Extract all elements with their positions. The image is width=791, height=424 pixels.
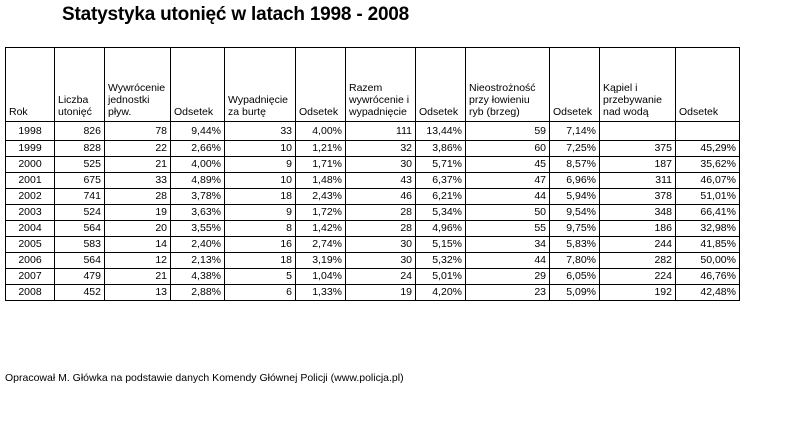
table-cell: 3,63%	[171, 205, 225, 221]
year-cell: 1999	[6, 141, 55, 157]
table-cell: 2,43%	[296, 189, 346, 205]
table-cell: 18	[225, 253, 296, 269]
table-cell: 66,41%	[676, 205, 740, 221]
year-cell: 2008	[6, 285, 55, 301]
table-cell: 192	[600, 285, 676, 301]
table-cell: 42,48%	[676, 285, 740, 301]
table-cell: 44	[466, 253, 550, 269]
table-cell: 4,38%	[171, 269, 225, 285]
column-header: Odsetek	[676, 48, 740, 122]
table-cell: 224	[600, 269, 676, 285]
table-cell: 22	[105, 141, 171, 157]
table-cell: 2,74%	[296, 237, 346, 253]
table-cell	[600, 122, 676, 141]
table-cell: 4,00%	[296, 122, 346, 141]
table-row	[6, 253, 740, 269]
table-cell: 34	[466, 237, 550, 253]
table-cell: 41,85%	[676, 237, 740, 253]
table-cell: 9	[225, 205, 296, 221]
table-cell: 16	[225, 237, 296, 253]
year-cell: 2001	[6, 173, 55, 189]
table-cell: 8,57%	[550, 157, 600, 173]
table-cell: 28	[346, 205, 416, 221]
table-cell: 1,48%	[296, 173, 346, 189]
table-cell: 186	[600, 221, 676, 237]
table-cell: 3,55%	[171, 221, 225, 237]
table-cell: 33	[105, 173, 171, 189]
table-cell: 13,44%	[416, 122, 466, 141]
table-cell: 19	[346, 285, 416, 301]
table-cell: 5,94%	[550, 189, 600, 205]
page-title: Statystyka utonięć w latach 1998 - 2008	[62, 4, 410, 25]
table-cell: 60	[466, 141, 550, 157]
table-cell: 9,44%	[171, 122, 225, 141]
table-cell: 452	[55, 285, 105, 301]
table-cell: 33	[225, 122, 296, 141]
table-cell: 4,89%	[171, 173, 225, 189]
table-cell: 826	[55, 122, 105, 141]
table-row	[6, 189, 740, 205]
table-cell: 50,00%	[676, 253, 740, 269]
column-header: Odsetek	[416, 48, 466, 122]
table-cell: 28	[105, 189, 171, 205]
table-cell: 5,32%	[416, 253, 466, 269]
table-cell: 5	[225, 269, 296, 285]
table-cell: 741	[55, 189, 105, 205]
table-cell: 46,76%	[676, 269, 740, 285]
table-cell: 348	[600, 205, 676, 221]
table-row	[6, 221, 740, 237]
table-cell: 5,15%	[416, 237, 466, 253]
drowning-statistics-table	[5, 47, 740, 301]
table-cell: 311	[600, 173, 676, 189]
table-cell: 78	[105, 122, 171, 141]
source-note: Opracował M. Główka na podstawie danych Komendy Głównej Policji (www.policja.pl)	[5, 372, 404, 384]
table-cell: 4,96%	[416, 221, 466, 237]
table-cell: 5,09%	[550, 285, 600, 301]
table-cell: 1,42%	[296, 221, 346, 237]
table-cell: 7,14%	[550, 122, 600, 141]
year-cell: 2007	[6, 269, 55, 285]
column-header: Kąpiel i przebywanie nad wodą	[600, 48, 676, 122]
table-cell: 111	[346, 122, 416, 141]
table-cell: 564	[55, 253, 105, 269]
table-row	[6, 141, 740, 157]
table-cell: 1,33%	[296, 285, 346, 301]
table-cell: 43	[346, 173, 416, 189]
year-cell: 2006	[6, 253, 55, 269]
table-cell: 4,20%	[416, 285, 466, 301]
table-cell: 44	[466, 189, 550, 205]
column-header: Wywrócenie jednostki pływ.	[105, 48, 171, 122]
table-cell: 32,98%	[676, 221, 740, 237]
table-cell: 187	[600, 157, 676, 173]
table-cell: 2,13%	[171, 253, 225, 269]
table-cell: 828	[55, 141, 105, 157]
year-cell: 2002	[6, 189, 55, 205]
table-cell: 1,72%	[296, 205, 346, 221]
table-cell: 1,71%	[296, 157, 346, 173]
table-cell: 21	[105, 269, 171, 285]
table-cell: 20	[105, 221, 171, 237]
table-cell	[676, 122, 740, 141]
table-cell: 45,29%	[676, 141, 740, 157]
table-cell: 51,01%	[676, 189, 740, 205]
table-cell: 564	[55, 221, 105, 237]
column-header: Odsetek	[550, 48, 600, 122]
table-cell: 30	[346, 253, 416, 269]
table-cell: 6,05%	[550, 269, 600, 285]
table-cell: 50	[466, 205, 550, 221]
table-cell: 46	[346, 189, 416, 205]
table-cell: 2,40%	[171, 237, 225, 253]
table-cell: 23	[466, 285, 550, 301]
table-row	[6, 173, 740, 189]
column-header: Razem wywrócenie i wypadnięcie	[346, 48, 416, 122]
table-cell: 45	[466, 157, 550, 173]
table-cell: 5,34%	[416, 205, 466, 221]
table-cell: 10	[225, 141, 296, 157]
table-row	[6, 157, 740, 173]
table-cell: 1,21%	[296, 141, 346, 157]
table-row	[6, 122, 740, 141]
table-cell: 18	[225, 189, 296, 205]
table-cell: 8	[225, 221, 296, 237]
table-cell: 583	[55, 237, 105, 253]
table-cell: 14	[105, 237, 171, 253]
table-cell: 6	[225, 285, 296, 301]
table-cell: 9,54%	[550, 205, 600, 221]
table-cell: 1,04%	[296, 269, 346, 285]
table-cell: 7,80%	[550, 253, 600, 269]
table-cell: 282	[600, 253, 676, 269]
table-cell: 55	[466, 221, 550, 237]
table-cell: 24	[346, 269, 416, 285]
column-header: Liczba utonięć	[55, 48, 105, 122]
table-cell: 21	[105, 157, 171, 173]
table-header-row	[6, 48, 740, 122]
table-row	[6, 237, 740, 253]
table-cell: 10	[225, 173, 296, 189]
table-cell: 375	[600, 141, 676, 157]
table-cell: 525	[55, 157, 105, 173]
table-cell: 6,96%	[550, 173, 600, 189]
table-cell: 4,00%	[171, 157, 225, 173]
table-cell: 378	[600, 189, 676, 205]
table-cell: 479	[55, 269, 105, 285]
year-cell: 2004	[6, 221, 55, 237]
table-cell: 5,83%	[550, 237, 600, 253]
table-cell: 29	[466, 269, 550, 285]
table-cell: 19	[105, 205, 171, 221]
column-header: Wypadnięcie za burtę	[225, 48, 296, 122]
table-cell: 3,19%	[296, 253, 346, 269]
table-cell: 30	[346, 237, 416, 253]
column-header: Rok	[6, 48, 55, 122]
table-cell: 28	[346, 221, 416, 237]
table-cell: 6,21%	[416, 189, 466, 205]
table-cell: 32	[346, 141, 416, 157]
table-cell: 30	[346, 157, 416, 173]
column-header: Odsetek	[296, 48, 346, 122]
table-cell: 12	[105, 253, 171, 269]
table-cell: 2,66%	[171, 141, 225, 157]
table-cell: 6,37%	[416, 173, 466, 189]
table-cell: 46,07%	[676, 173, 740, 189]
table-cell: 5,71%	[416, 157, 466, 173]
table-cell: 3,86%	[416, 141, 466, 157]
table-cell: 59	[466, 122, 550, 141]
table-cell: 47	[466, 173, 550, 189]
table-cell: 13	[105, 285, 171, 301]
year-cell: 2003	[6, 205, 55, 221]
year-cell: 1998	[6, 122, 55, 141]
table-cell: 675	[55, 173, 105, 189]
column-header: Nieostrożność przy łowieniu ryb (brzeg)	[466, 48, 550, 122]
table-cell: 5,01%	[416, 269, 466, 285]
table-cell: 9,75%	[550, 221, 600, 237]
year-cell: 2005	[6, 237, 55, 253]
table-cell: 2,88%	[171, 285, 225, 301]
column-header: Odsetek	[171, 48, 225, 122]
table-cell: 3,78%	[171, 189, 225, 205]
table-row	[6, 269, 740, 285]
table-cell: 9	[225, 157, 296, 173]
table-cell: 35,62%	[676, 157, 740, 173]
table-cell: 244	[600, 237, 676, 253]
table-row	[6, 205, 740, 221]
table-row	[6, 285, 740, 301]
year-cell: 2000	[6, 157, 55, 173]
table-cell: 524	[55, 205, 105, 221]
table-cell: 7,25%	[550, 141, 600, 157]
